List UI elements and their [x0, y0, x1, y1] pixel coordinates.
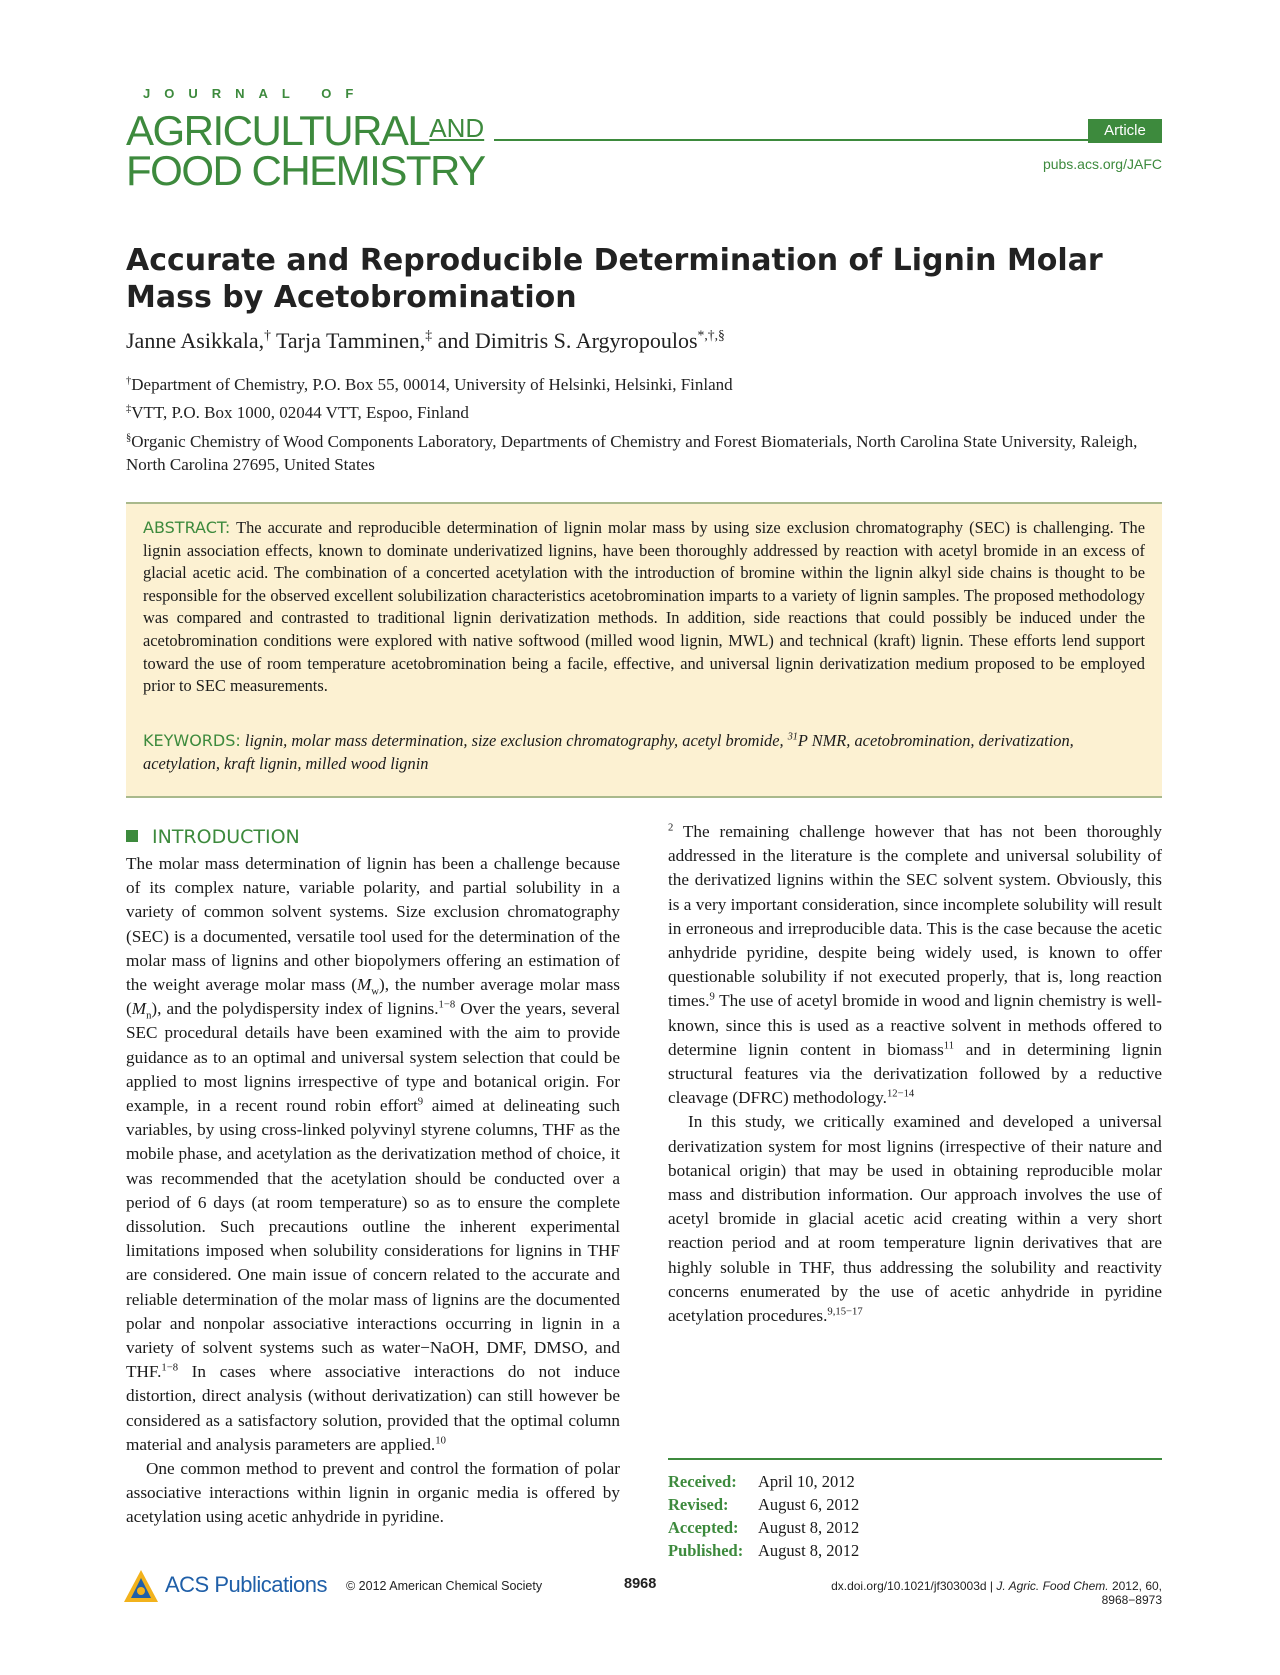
citation-ref[interactable]: 9 — [709, 991, 715, 1003]
citation-ref[interactable]: 12−14 — [886, 1088, 915, 1100]
author-affil-mark: † — [264, 327, 271, 343]
paper-title: Accurate and Reproducible Determination of Lignin Molar Mass by Acetobromination — [126, 243, 1103, 315]
author-affil-mark: *,†,§ — [697, 327, 725, 343]
citation-ref[interactable]: 2 — [668, 822, 674, 834]
affiliation-text: VTT, P.O. Box 1000, 02044 VTT, Espoo, Finland — [131, 403, 469, 422]
right-column — [668, 820, 1162, 1328]
citation-ref[interactable]: 9,15−17 — [827, 1306, 863, 1318]
journal-and: AND — [429, 113, 485, 143]
affiliation-mark: † — [126, 375, 132, 387]
keywords-text-b: P NMR, acetobromination, derivatization, acetylation, kraft lignin, milled wood lignin — [143, 731, 1074, 773]
doi-link[interactable]: dx.doi.org/10.1021/jf303003d | — [831, 1579, 993, 1593]
acs-logo-icon — [122, 1568, 160, 1604]
article-type-badge: Article — [1088, 119, 1162, 143]
date-row-published: Published: August 8, 2012 — [668, 1541, 860, 1560]
abstract-body: The accurate and reproducible determination of lignin molar mass by using size exclusion chromatography (SEC) is challenging. The lignin association effects, known to dominate underivatized lignins, have been thoroughly addressed by reaction with acetyl bromide in an excess of glacial acetic acid. The combination of a concerted acetylation with the introduction of bromine within the lignin alkyl side chains is thought to be responsible for the observed excellent solubilization characteristics acetobromination imparts to a variety of lignin samples. The proposed methodology was compared and contrasted to traditional lignin derivatization methods. In addition, side reactions that could possibly be induced under the acetobromination conditions were explored with native softwood (milled wood lignin, MWL) and technical (kraft) lignin. These efforts lend support toward the use of room temperature acetobromination being a facile, effective, and universal lignin derivatization medium proposed to be employed prior to SEC measurements. — [143, 518, 1145, 696]
date-row-accepted: Accepted: August 8, 2012 — [668, 1518, 860, 1537]
citation-ref[interactable]: 1−8 — [161, 1362, 179, 1374]
keywords-text-a: lignin, molar mass determination, size exclusion chromatography, acetyl bromide, — [244, 731, 784, 750]
date-row-received: Received: April 10, 2012 — [668, 1472, 855, 1491]
citation-ref[interactable]: 1−8 — [438, 999, 456, 1011]
citation-ref[interactable]: 11 — [943, 1040, 955, 1052]
date-row-revised: Revised: August 6, 2012 — [668, 1495, 860, 1514]
affiliation — [126, 373, 1166, 396]
doi-citation: dx.doi.org/10.1021/jf303003d | J. Agric. Food Chem. 2012, 60, 8968−8973 — [831, 1579, 1162, 1607]
intro-paragraph-2-cont: $^2$ The remaining challenge however that has not been thoroughly addressed in the literature is the complete and universal solubility of the derivatized lignins within the SEC solvent system. Obviously, this is a very important consideration, since incomplete solubility will result in erroneous and irreproducible data. This is the case because the acetic anhydride pyridine, despite being widely used, is known to offer questionable solubility if not executed properly, that is, long reaction times.$^9$ The use of acetyl bromide in wood and lignin chemistry is well-known, since this is used as a reactive solvent in methods offered to determine lignin content in biomass$^{11}$ and in determining lignin structural features via the derivatization followed by a reductive cleavage (DFRC) methodology.$^{12-14}$ — [668, 822, 1163, 1108]
intro-paragraph-3: In this study, we critically examined and developed a universal derivatization system for most lignins (irrespective of their nature and botanical origin) that may be used in obtaining reproducible molar mass and distribution information. Our approach involves the use of acetyl bromide in glacial acetic acid creating within a very short reaction period and at room temperature lignin derivatives that are highly soluble in THF, thus addressing the solubility and reactivity concerns enumerated by the use of acetic anhydride in pyridine acetylation procedures.$^{9,15-17}$ — [668, 1112, 1162, 1326]
page-number: 8968 — [624, 1576, 657, 1592]
journal-of-label: JOURNAL OF — [143, 86, 368, 101]
journal-name-line2: FOOD CHEMISTRY — [126, 147, 485, 194]
section-square-icon — [126, 830, 138, 842]
intro-paragraph-2-start: One common method to prevent and control the formation of polar associative interactions within lignin in organic media is offered by acetylation using acetic anhydride in pyridine. — [126, 1459, 620, 1527]
journal-name-line1 — [126, 106, 484, 153]
section-heading-text: INTRODUCTION — [152, 826, 300, 848]
citation-ref[interactable]: 9 — [417, 1096, 424, 1108]
author-affil-mark: ‡ — [425, 327, 433, 343]
author-list — [126, 328, 1166, 354]
abstract — [143, 517, 1145, 698]
intro-paragraph-1: The molar mass determination of lignin has been a challenge because of its complex nature, variable polarity, and partial solubility in a variety of common solvent systems. Size exclusion chromatography (SEC) is a documented, versatile tool used for the determination of the molar mass of lignins and other biopolymers offering an estimation of the weight average molar mass $(M_w)$, the number average molar mass $(M_n)$, and the polydispersity index of lignins.$^{1-8}$ Over the years, several SEC procedural details have been examined with the aim to provide guidance as to an optimal and universal system selection that could be applied to most lignins irrespective of type and botanical origin. For example, in a recent round robin effort$^9$ aimed at delineating such variables, by using cross-linked polyvinyl styrene columns, THF as the mobile phase, and acetylation as the derivatization method of choice, it was recommended that the acetylation should be conducted over a period of 6 days (at room temperature) so as to ensure the complete dissolution. Such precautions outline the inherent experimental limitations imposed when solubility considerations for lignins in THF are considered. One main issue of concern related to the accurate and reliable determination of the molar mass of lignins are the documented polar and nonpolar associative interactions occurring in lignin in a variety of solvent systems such as water−NaOH, DMF, DMSO, and THF.$^{1-8}$ In cases where associative interactions do not induce distortion, direct analysis (without derivatization) can still however be considered as a satisfactory solution, provided that the optimal column material and analysis parameters are applied.$^{10}$ — [126, 854, 620, 1454]
affiliation — [126, 401, 1166, 424]
publication-dates — [668, 1470, 859, 1562]
abstract-label: ABSTRACT: — [143, 518, 231, 537]
acs-publications-link[interactable]: ACS Publications — [165, 1572, 327, 1597]
copyright-notice: © 2012 American Chemical Society — [346, 1579, 543, 1593]
author-name: and Dimitris S. Argyropoulos — [437, 328, 698, 353]
dates-rule — [668, 1458, 1162, 1460]
author-name: Janne Asikkala, — [126, 328, 265, 353]
affiliation — [126, 430, 1166, 476]
journal-agricultural: AGRICULTURAL — [126, 107, 430, 154]
keywords-sup: 31 — [787, 731, 798, 743]
affiliation-text: Organic Chemistry of Wood Components Laboratory, Departments of Chemistry and Forest Biomaterials, North Carolina State University, Raleigh, North Carolina 27695, United States — [126, 432, 1138, 474]
affiliation-mark: § — [126, 432, 132, 444]
keywords — [143, 730, 1145, 775]
affiliation-mark: ‡ — [126, 403, 132, 415]
journal-url-link[interactable]: pubs.acs.org/JAFC — [1042, 156, 1162, 172]
left-column — [126, 852, 620, 1530]
header-rule — [494, 139, 1094, 141]
citation-ref[interactable]: 10 — [435, 1435, 446, 1447]
section-heading-introduction — [126, 826, 300, 848]
affiliation-text: Department of Chemistry, P.O. Box 55, 00014, University of Helsinki, Helsinki, Finland — [131, 375, 733, 394]
keywords-label: KEYWORDS: — [143, 731, 241, 750]
author-name: Tarja Tamminen, — [276, 328, 426, 353]
